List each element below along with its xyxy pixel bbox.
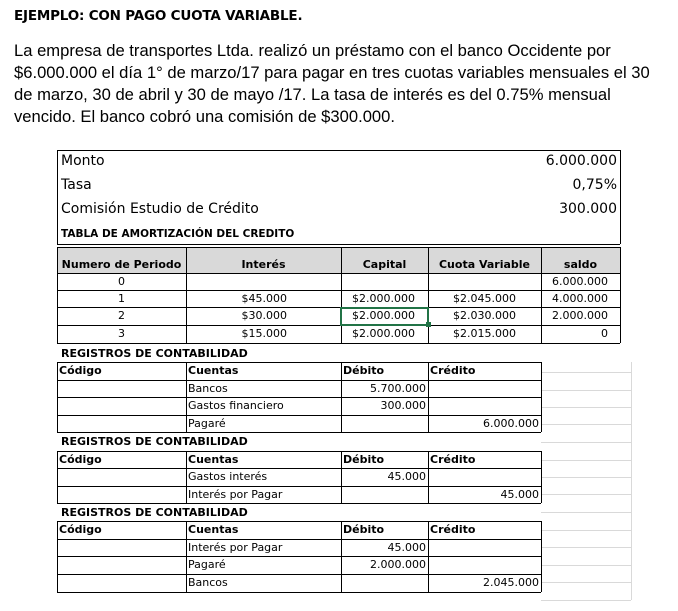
registros-header-debito: Débito <box>343 364 385 377</box>
registros-cuenta: Gastos financiero <box>188 399 284 412</box>
border-line <box>341 362 342 432</box>
amort-saldo: 0 <box>601 327 608 340</box>
amort-header-1: Interés <box>241 258 286 271</box>
gridline <box>541 530 631 531</box>
border-line <box>541 451 542 503</box>
amort-interest: $15.000 <box>241 327 287 340</box>
amort-interest: $30.000 <box>241 309 287 322</box>
border-line <box>57 307 620 308</box>
border-line <box>57 415 541 416</box>
border-line <box>57 397 541 398</box>
registros-title: REGISTROS DE CONTABILIDAD <box>61 347 248 360</box>
registros-cuenta: Pagaré <box>188 417 226 430</box>
monto-value: 6.000.000 <box>545 153 617 169</box>
border-line <box>57 380 541 381</box>
border-line <box>57 244 620 245</box>
gridline <box>631 362 632 600</box>
registros-title: REGISTROS DE CONTABILIDAD <box>61 435 248 448</box>
amort-cuota: $2.015.000 <box>453 327 516 340</box>
border-line <box>57 539 541 540</box>
registros-debito: 2.000.000 <box>370 558 426 571</box>
registros-debito: 5.700.000 <box>370 382 426 395</box>
registros-title: REGISTROS DE CONTABILIDAD <box>61 506 248 519</box>
border-line <box>57 362 58 432</box>
gridline <box>541 390 631 391</box>
registros-cuenta: Interés por Pagar <box>188 541 283 554</box>
registros-header-cuentas: Cuentas <box>188 453 239 466</box>
amort-capital: $2.000.000 <box>352 292 415 305</box>
registros-header-codigo: Código <box>59 523 102 536</box>
gridline <box>541 582 631 583</box>
tasa-value: 0,75% <box>572 177 617 193</box>
registros-debito: 45.000 <box>387 470 426 483</box>
amortization-table-title: TABLA DE AMORTIZACIÓN DEL CREDITO <box>61 228 295 240</box>
registros-cuenta: Bancos <box>188 382 228 395</box>
border-line <box>57 362 541 363</box>
problem-statement: La empresa de transportes Ltda. realizó un préstamo con el banco Occidente por $6.000.000 el día 1° de marzo/17 para pagar en tres cuotas variables mensuales el 30 de marzo, 30 de abril y 30 de mayo /17. La tasa de interés es del 0.75% mensual vencido. El banco cobró una comisión de $300.000. <box>14 41 650 126</box>
amort-cuota: $2.030.000 <box>453 309 516 322</box>
border-line <box>57 432 541 433</box>
border-line <box>541 521 542 592</box>
registros-header-codigo: Código <box>59 453 102 466</box>
border-line <box>57 451 541 452</box>
amort-interest: $45.000 <box>241 292 287 305</box>
registros-header-credito: Crédito <box>430 523 476 536</box>
monto-label: Monto <box>61 153 105 169</box>
selected-cell-border <box>341 324 429 326</box>
registros-header-codigo: Código <box>59 364 102 377</box>
amort-saldo: 4.000.000 <box>552 292 608 305</box>
registros-header-credito: Crédito <box>430 364 476 377</box>
gridline <box>541 494 631 495</box>
registros-cuenta: Interés por Pagar <box>188 488 283 501</box>
registros-header-debito: Débito <box>343 453 385 466</box>
fill-handle <box>426 322 431 327</box>
border-line <box>57 592 541 593</box>
document-title: EJEMPLO: CON PAGO CUOTA VARIABLE. <box>14 8 303 24</box>
registros-header-credito: Crédito <box>430 453 476 466</box>
border-line <box>57 521 541 522</box>
border-line <box>186 362 187 432</box>
registros-credito: 6.000.000 <box>483 417 539 430</box>
border-line <box>57 273 620 274</box>
amort-period: 3 <box>118 327 125 340</box>
border-line <box>341 521 342 592</box>
registros-debito: 300.000 <box>380 399 426 412</box>
border-line <box>57 150 620 151</box>
amort-cuota: $2.045.000 <box>453 292 516 305</box>
border-line <box>57 150 58 244</box>
border-line <box>57 468 541 469</box>
border-line <box>57 486 541 487</box>
gridline <box>541 460 631 461</box>
gridline <box>541 407 631 408</box>
gridline <box>541 600 631 601</box>
border-line <box>57 343 620 344</box>
gridline <box>541 512 631 513</box>
registros-cuenta: Bancos <box>188 576 228 589</box>
amort-period: 2 <box>118 309 125 322</box>
registros-credito: 2.045.000 <box>483 576 539 589</box>
border-line <box>57 247 620 248</box>
amort-saldo: 6.000.000 <box>552 275 608 288</box>
amort-period: 1 <box>118 292 125 305</box>
selected-cell-border <box>341 307 429 309</box>
border-line <box>57 574 541 575</box>
border-line <box>57 503 541 504</box>
registros-debito: 45.000 <box>387 541 426 554</box>
amort-header-4: saldo <box>563 258 598 271</box>
gridline <box>541 372 631 373</box>
registros-cuenta: Pagaré <box>188 558 226 571</box>
gridline <box>541 442 631 443</box>
border-line <box>620 247 621 343</box>
registros-header-debito: Débito <box>343 523 385 536</box>
border-line <box>620 150 621 244</box>
border-line <box>541 362 542 432</box>
amort-capital: $2.000.000 <box>352 309 415 322</box>
registros-header-cuentas: Cuentas <box>188 364 239 377</box>
border-line <box>186 451 187 503</box>
amort-header-3: Cuota Variable <box>438 258 531 271</box>
gridline <box>541 547 631 548</box>
border-line <box>57 325 620 326</box>
amort-capital: $2.000.000 <box>352 327 415 340</box>
registros-header-cuentas: Cuentas <box>188 523 239 536</box>
border-line <box>57 290 620 291</box>
amort-header-0: Numero de Periodo <box>61 258 182 271</box>
border-line <box>57 521 58 592</box>
border-line <box>57 451 58 503</box>
comision-value: 300.000 <box>559 201 617 217</box>
amort-period: 0 <box>118 275 125 288</box>
amort-header-2: Capital <box>362 258 407 271</box>
registros-cuenta: Gastos interés <box>188 470 268 483</box>
amort-saldo: 2.000.000 <box>552 309 608 322</box>
gridline <box>541 477 631 478</box>
selected-cell-border <box>340 307 342 326</box>
gridline <box>541 424 631 425</box>
comision-label: Comisión Estudio de Crédito <box>61 201 259 217</box>
border-line <box>57 556 541 557</box>
registros-credito: 45.000 <box>500 488 539 501</box>
gridline <box>541 565 631 566</box>
border-line <box>186 521 187 592</box>
tasa-label: Tasa <box>61 177 92 193</box>
